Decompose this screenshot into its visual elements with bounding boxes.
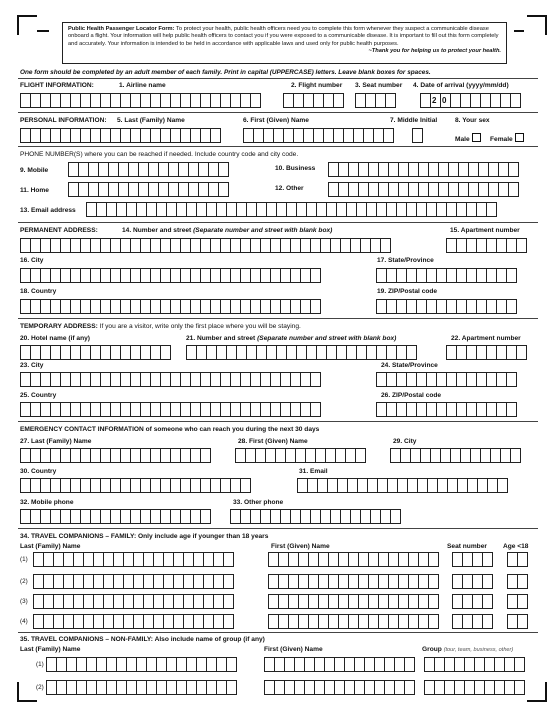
family-row-1-seat[interactable]: [452, 552, 492, 567]
divider: [18, 112, 538, 113]
family-seat-header: Seat number: [447, 543, 487, 550]
temp-street-input[interactable]: [186, 345, 416, 360]
char-box[interactable]: [226, 680, 237, 695]
char-box[interactable]: [517, 594, 528, 609]
emergency-email-label: 31. Email: [299, 468, 328, 475]
char-box[interactable]: [383, 128, 394, 143]
female-checkbox[interactable]: [515, 133, 524, 142]
temp-street-text: 21. Number and street: [186, 335, 256, 342]
hotel-label: 20. Hotel name (if any): [20, 335, 90, 342]
char-box[interactable]: [514, 680, 525, 695]
airline-label: 1. Airline name: [119, 82, 166, 89]
char-box[interactable]: [310, 268, 321, 283]
divider: [18, 632, 538, 633]
intro-body: To protect your health, public health officers need you to complete this form whenever they suspect a communicable disease onboard a flight. Your information will help public health officers to contact you if you were exposed to a communicable disease. It is important to fill out this form completely and accurately. Your information is intended to be held in accordance with applicable laws and used only for public health purposes.: [68, 26, 499, 47]
divider: [18, 222, 538, 223]
nonfamily-row-2-last[interactable]: [46, 680, 236, 695]
temp-city-input[interactable]: [20, 372, 320, 387]
char-box[interactable]: [508, 182, 519, 197]
family-section-title: 34. TRAVEL COMPANIONS – FAMILY: Only include age if younger than 18 years: [20, 533, 269, 540]
sex-label: 8. Your sex: [455, 117, 490, 124]
char-box[interactable]: [380, 238, 391, 253]
first-name-label: 6. First (Given) Name: [243, 117, 309, 124]
perm-state-input[interactable]: [376, 268, 516, 283]
char-box[interactable]: [200, 448, 211, 463]
char-box[interactable]: [223, 614, 234, 629]
perm-country-input[interactable]: [20, 299, 320, 314]
char-box[interactable]: [506, 299, 517, 314]
family-row-2-first[interactable]: [268, 574, 438, 589]
char-box[interactable]: [506, 372, 517, 387]
family-row-3-last[interactable]: [33, 594, 233, 609]
flight-number-label: 2. Flight number: [291, 82, 343, 89]
intro-title: Public Health Passenger Locator Form:: [68, 26, 175, 32]
phone-section-title: PHONE NUMBER(S) where you can be reached if needed. Include country code and city code.: [20, 151, 299, 158]
home-input[interactable]: [68, 182, 228, 197]
nonfamily-section-title: 35. TRAVEL COMPANIONS – NON-FAMILY: Also include name of group (if any): [20, 636, 265, 643]
corner-mark-top-right: [527, 15, 547, 35]
perm-street-input[interactable]: [20, 238, 390, 253]
char-box[interactable]: [223, 552, 234, 567]
emergency-email-input[interactable]: [297, 478, 507, 493]
nonfamily-row-2-label: (2): [36, 684, 44, 691]
char-box[interactable]: [390, 509, 401, 524]
char-box[interactable]: [160, 345, 171, 360]
char-box[interactable]: [218, 182, 229, 197]
divider: [18, 421, 538, 422]
permanent-section-title: PERMANENT ADDRESS:: [20, 227, 98, 234]
char-box[interactable]: [428, 594, 439, 609]
char-box[interactable]: [510, 448, 521, 463]
char-box[interactable]: [223, 574, 234, 589]
char-box[interactable]: [226, 657, 237, 672]
corner-tick-top-left: [37, 30, 49, 32]
char-box[interactable]: [404, 680, 415, 695]
perm-street-text: 14. Number and street: [122, 227, 192, 234]
char-box[interactable]: [516, 238, 527, 253]
group-header-note: (tour, team, business, other): [443, 647, 514, 653]
char-box[interactable]: [404, 657, 415, 672]
temp-state-input[interactable]: [376, 372, 516, 387]
char-box[interactable]: [223, 594, 234, 609]
temp-zip-input[interactable]: [376, 402, 516, 417]
char-box[interactable]: [516, 345, 527, 360]
perm-apt-input[interactable]: [446, 238, 526, 253]
family-last-header: Last (Family) Name: [20, 543, 81, 550]
char-box[interactable]: [506, 268, 517, 283]
family-row-1-age[interactable]: [507, 552, 527, 567]
email-label: 13. Email address: [20, 207, 76, 214]
temp-apt-input[interactable]: [446, 345, 526, 360]
family-row-4-label: (4): [20, 618, 28, 625]
family-row-3-seat[interactable]: [452, 594, 492, 609]
family-row-4-first[interactable]: [268, 614, 438, 629]
emergency-other-input[interactable]: [230, 509, 400, 524]
last-name-input[interactable]: [20, 128, 220, 143]
seat-input[interactable]: [355, 93, 395, 108]
first-name-input[interactable]: [243, 128, 393, 143]
char-box[interactable]: [514, 657, 525, 672]
business-label: 10. Business: [275, 165, 316, 172]
temp-street-note: (Separate number and street with blank box): [257, 335, 397, 342]
sex-male-option[interactable]: [455, 133, 481, 144]
nonfamily-row-1-group[interactable]: [424, 657, 524, 672]
arrival-date-prefill-2: 0: [442, 96, 447, 105]
family-row-4-seat[interactable]: [452, 614, 492, 629]
char-box[interactable]: [517, 614, 528, 629]
middle-initial-label: 7. Middle Initial: [390, 117, 438, 124]
flight-section-title: FLIGHT INFORMATION:: [20, 82, 94, 89]
hotel-input[interactable]: [20, 345, 170, 360]
divider: [18, 528, 538, 529]
airline-input[interactable]: [20, 93, 260, 108]
family-row-2-last[interactable]: [33, 574, 233, 589]
char-box[interactable]: [218, 162, 229, 177]
char-box[interactable]: [517, 552, 528, 567]
female-label: Female: [490, 136, 513, 143]
char-box[interactable]: [210, 128, 221, 143]
mobile-input[interactable]: [68, 162, 228, 177]
nonfamily-first-header: First (Given) Name: [264, 646, 323, 653]
corner-mark-top-left: [17, 15, 37, 35]
emergency-first-label: 28. First (Given) Name: [238, 438, 308, 445]
arrival-date-prefill-1: 2: [432, 96, 437, 105]
other-phone-input[interactable]: [328, 182, 518, 197]
personal-section-title: PERSONAL INFORMATION:: [20, 117, 107, 124]
seat-label: 3. Seat number: [355, 82, 403, 89]
family-row-2-label: (2): [20, 578, 28, 585]
family-row-1-label: (1): [20, 556, 28, 563]
temp-city-label: 23. City: [20, 362, 44, 369]
corner-tick-top-right: [514, 30, 524, 32]
temp-country-input[interactable]: [20, 402, 320, 417]
emergency-country-input[interactable]: [20, 478, 250, 493]
char-box[interactable]: [310, 299, 321, 314]
perm-city-label: 16. City: [20, 257, 44, 264]
char-box[interactable]: [510, 93, 521, 108]
emergency-city-input[interactable]: [390, 448, 520, 463]
temp-apt-label: 22. Apartment number: [451, 335, 521, 342]
char-box[interactable]: [385, 93, 396, 108]
nonfamily-last-header: Last (Family) Name: [20, 646, 81, 653]
char-box[interactable]: [482, 614, 493, 629]
last-name-label: 5. Last (Family) Name: [117, 117, 185, 124]
emergency-other-label: 33. Other phone: [233, 499, 284, 506]
temporary-title-text: TEMPORARY ADDRESS:: [20, 323, 98, 330]
family-row-3-age[interactable]: [507, 594, 527, 609]
temp-state-label: 24. State/Province: [381, 362, 438, 369]
nonfamily-row-1-label: (1): [36, 661, 44, 668]
char-box[interactable]: [486, 202, 497, 217]
perm-state-label: 17. State/Province: [377, 257, 434, 264]
char-box[interactable]: [200, 509, 211, 524]
nonfamily-row-2-group[interactable]: [424, 680, 524, 695]
char-box[interactable]: [310, 372, 321, 387]
nonfamily-row-1-last[interactable]: [46, 657, 236, 672]
char-box[interactable]: [508, 162, 519, 177]
family-row-2-seat[interactable]: [452, 574, 492, 589]
char-box[interactable]: [355, 448, 366, 463]
temp-zip-label: 26. ZIP/Postal code: [381, 392, 442, 399]
nonfamily-row-1-first[interactable]: [264, 657, 414, 672]
char-box[interactable]: [310, 402, 321, 417]
char-box[interactable]: [428, 552, 439, 567]
emergency-first-input[interactable]: [235, 448, 365, 463]
sex-female-option[interactable]: [490, 133, 524, 144]
male-checkbox[interactable]: [472, 133, 481, 142]
perm-zip-input[interactable]: [376, 299, 516, 314]
family-row-1-first[interactable]: [268, 552, 438, 567]
family-row-3-label: (3): [20, 598, 28, 605]
male-label: Male: [455, 136, 470, 143]
temp-street-label: [186, 335, 396, 343]
divider: [18, 318, 538, 319]
intro-thanks: ~Thank you for helping us to protect your health.: [368, 47, 501, 54]
email-input[interactable]: [86, 202, 496, 217]
family-row-4-last[interactable]: [33, 614, 233, 629]
family-row-4-age[interactable]: [507, 614, 527, 629]
char-box[interactable]: [428, 614, 439, 629]
family-row-3-first[interactable]: [268, 594, 438, 609]
emergency-last-label: 27. Last (Family) Name: [20, 438, 92, 445]
char-box[interactable]: [517, 574, 528, 589]
emergency-city-label: 29. City: [393, 438, 417, 445]
divider: [18, 78, 538, 79]
flight-number-input[interactable]: [283, 93, 343, 108]
family-age-header: Age <18: [503, 543, 529, 550]
perm-zip-label: 19. ZIP/Postal code: [377, 288, 438, 295]
nonfamily-row-2-first[interactable]: [264, 680, 414, 695]
family-row-1-last[interactable]: [33, 552, 233, 567]
temp-country-label: 25. Country: [20, 392, 57, 399]
temporary-section-title: [20, 323, 301, 331]
instruction: One form should be completed by an adult member of each family. Print in capital (UPPERCASE) letters. Leave blank boxes for spaces.: [20, 69, 431, 76]
family-first-header: First (Given) Name: [271, 543, 330, 550]
char-box[interactable]: [250, 93, 261, 108]
perm-country-label: 18. Country: [20, 288, 57, 295]
middle-initial-input[interactable]: [412, 128, 422, 143]
home-label: 11. Home: [20, 187, 49, 194]
char-box[interactable]: [482, 574, 493, 589]
char-box[interactable]: [482, 594, 493, 609]
char-box[interactable]: [506, 402, 517, 417]
char-box[interactable]: [412, 128, 423, 143]
business-input[interactable]: [328, 162, 518, 177]
corner-mark-bottom-left: [17, 682, 37, 702]
char-box[interactable]: [333, 93, 344, 108]
nonfamily-group-header: [422, 646, 513, 654]
perm-apt-label: 15. Apartment number: [450, 227, 520, 234]
perm-street-note: (Separate number and street with blank box): [193, 227, 333, 234]
family-row-2-age[interactable]: [507, 574, 527, 589]
divider: [18, 146, 538, 147]
group-header-text: Group: [422, 646, 442, 653]
temporary-title-note: If you are a visitor, write only the first place where you will be staying.: [99, 323, 301, 330]
emergency-section-title: EMERGENCY CONTACT INFORMATION of someone who can reach you during the next 30 days: [20, 426, 320, 433]
arrival-date-label: 4. Date of arrival (yyyy/mm/dd): [413, 82, 509, 89]
emergency-mobile-label: 32. Mobile phone: [20, 499, 74, 506]
char-box[interactable]: [428, 574, 439, 589]
emergency-mobile-input[interactable]: [20, 509, 210, 524]
intro-box: [62, 22, 507, 64]
emergency-last-input[interactable]: [20, 448, 210, 463]
mobile-label: 9. Mobile: [20, 167, 49, 174]
char-box[interactable]: [406, 345, 417, 360]
char-box[interactable]: [240, 478, 251, 493]
emergency-country-label: 30. Country: [20, 468, 57, 475]
perm-city-input[interactable]: [20, 268, 320, 283]
perm-street-label: [122, 227, 332, 235]
char-box[interactable]: [482, 552, 493, 567]
char-box[interactable]: [497, 478, 508, 493]
other-phone-label: 12. Other: [275, 185, 304, 192]
corner-mark-bottom-right: [527, 682, 547, 702]
